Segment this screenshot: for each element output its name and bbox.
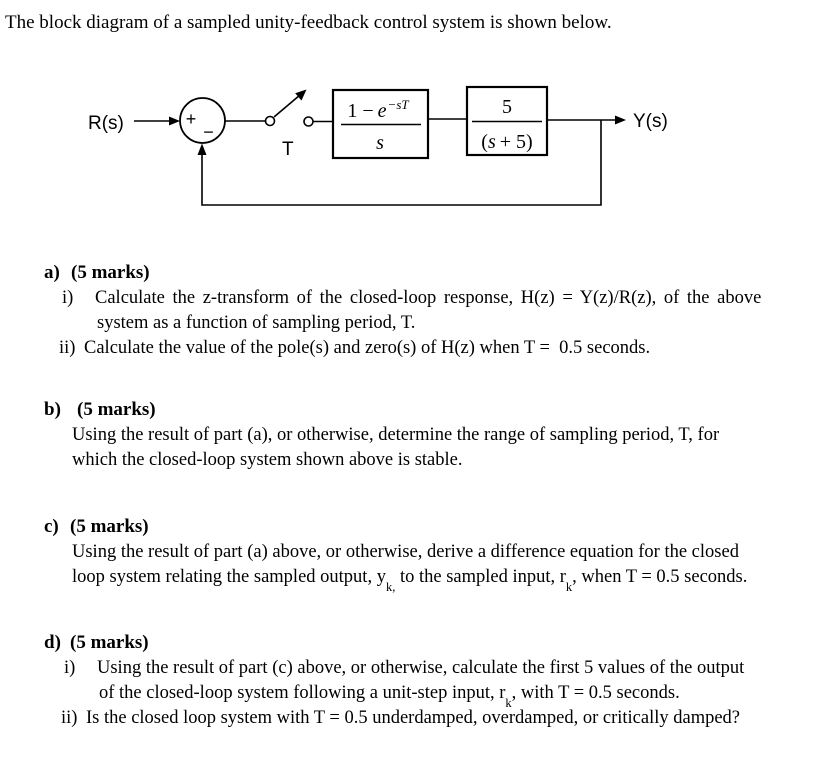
sampler-contact-right — [304, 117, 313, 126]
sampler-arm — [274, 95, 300, 117]
question-b-line2: which the closed-loop system shown above is stable. — [72, 450, 463, 470]
question-b-line1: Using the result of part (a), or otherwise, determine the range of sampling period, T, for — [72, 425, 720, 445]
input-arrowhead-icon — [169, 117, 180, 126]
zoh-denominator: s — [376, 132, 384, 154]
question-d-ii-prefix: ii) — [61, 708, 78, 728]
question-d-i-line2-text1: of the closed-loop system following a unit-step input, r — [99, 683, 506, 703]
plant-denominator — [481, 131, 532, 153]
zoh-num-sup: −sT — [387, 97, 409, 112]
output-arrowhead-icon — [615, 116, 626, 125]
plant-den-open: ( — [481, 131, 488, 153]
question-c-line2-text1: loop system relating the sampled output, y — [72, 567, 386, 587]
question-d-i-line2-text2: , with T = 0.5 seconds. — [511, 683, 680, 703]
question-a-ii-prefix: ii) — [59, 338, 76, 358]
question-b-marks: (5 marks) — [77, 399, 156, 420]
sampler-contact-left — [266, 117, 275, 126]
question-a-ii-line: Calculate the value of the pole(s) and zero(s) of H(z) when T = 0.5 seconds. — [84, 338, 651, 358]
question-d-marks: (5 marks) — [70, 632, 149, 653]
page-title: The block diagram of a sampled unity-feedback control system is shown below. — [5, 12, 612, 33]
question-a-i-line1: Calculate the z-transform of the closed-loop response, H(z) = Y(z)/R(z), of the above — [95, 288, 762, 308]
question-b-label: b) — [44, 399, 61, 420]
output-signal-label: Y(s) — [633, 111, 668, 132]
plant-numerator: 5 — [502, 96, 512, 118]
block-diagram — [60, 75, 700, 220]
question-d-ii-line: Is the closed loop system with T = 0.5 underdamped, overdamped, or critically damped? — [86, 708, 741, 728]
question-a-label: a) — [44, 262, 60, 283]
question-c-line2-text2: to the sampled input, r — [395, 567, 566, 587]
zoh-numerator — [347, 97, 409, 122]
plant-den-s: s — [487, 131, 496, 153]
sampler-period-label: T — [282, 139, 294, 160]
input-subscript-k: k — [565, 579, 573, 594]
question-c-line1: Using the result of part (a) above, or otherwise, derive a difference equation for the closed — [72, 542, 739, 562]
question-c-marks: (5 marks) — [70, 516, 149, 537]
question-d-i-prefix: i) — [64, 658, 76, 678]
question-a-i-line2: system as a function of sampling period, T. — [97, 313, 416, 333]
feedback-path — [202, 120, 601, 205]
plant-den-rest: + 5) — [499, 131, 533, 153]
output-subscript-k: k, — [385, 579, 396, 594]
question-a-marks: (5 marks) — [71, 262, 150, 283]
zoh-num-e: e — [377, 100, 387, 122]
question-d-i-line1: Using the result of part (c) above, or otherwise, calculate the first 5 values of the output — [97, 658, 745, 678]
question-a-i-prefix: i) — [62, 288, 74, 308]
question-d-i-line2 — [99, 683, 680, 710]
feedback-arrowhead-icon — [198, 144, 207, 156]
step-input-subscript-k: k — [505, 695, 512, 710]
question-d-label: d) — [44, 632, 61, 653]
input-signal-label: R(s) — [88, 113, 124, 134]
question-c-line2 — [72, 567, 748, 594]
zoh-num-pre: 1 − — [347, 100, 374, 122]
question-c-label: c) — [44, 516, 59, 537]
minus-sign: − — [203, 122, 214, 142]
question-c-line2-text3: , when T = 0.5 seconds. — [572, 567, 748, 587]
plus-sign: + — [185, 109, 197, 129]
sampler-arrowhead-icon — [295, 90, 306, 101]
